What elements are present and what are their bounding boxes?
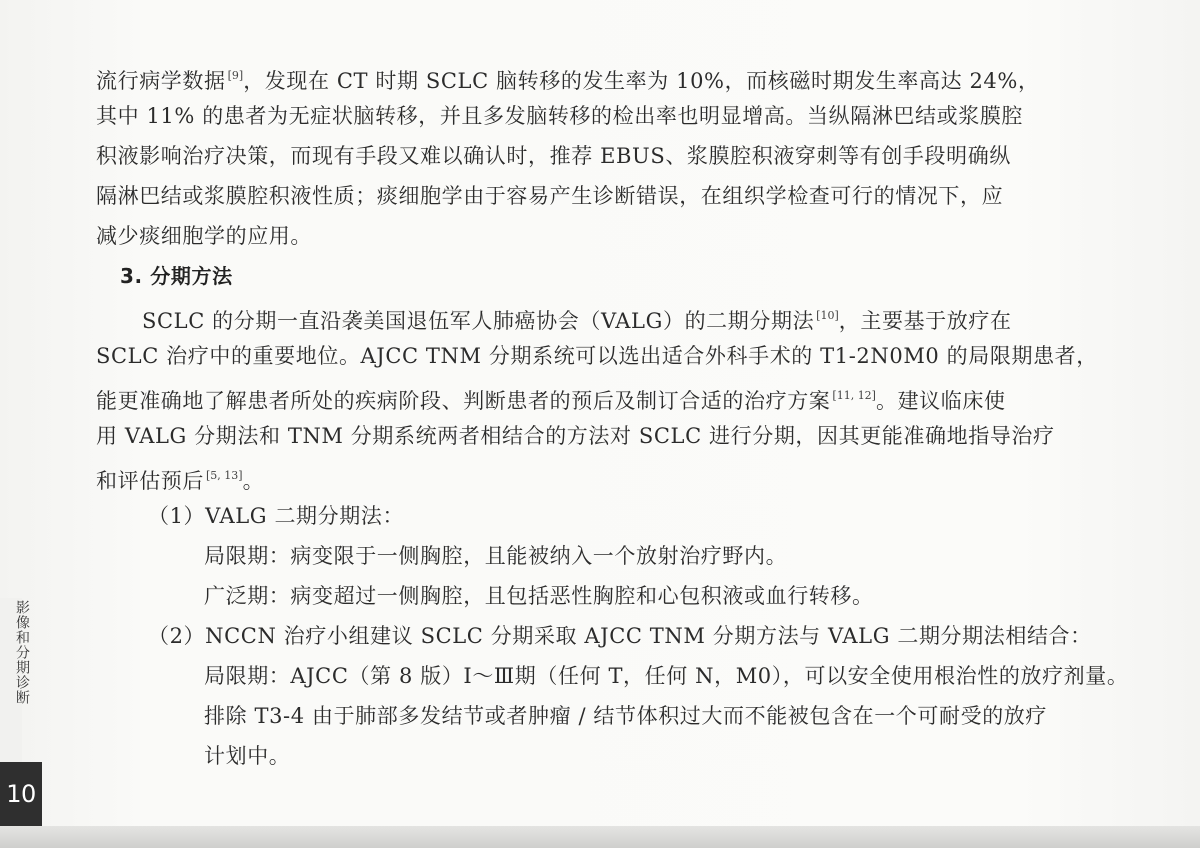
text-span: 和评估预后	[96, 469, 204, 493]
chapter-side-label: 影像和分期诊断	[14, 600, 30, 705]
text-line	[96, 296, 1136, 336]
text-line: 用 VALG 分期法和 TNM 分期系统两者相结合的方法对 SCLC 进行分期，因其更能准确地指导治疗	[96, 424, 1055, 448]
list-item-title: （1）VALG 二期分期法：	[148, 504, 405, 528]
text-line: 减少痰细胞学的应用。	[96, 224, 312, 248]
citation-ref: [5, 13]	[206, 469, 243, 482]
text-span: ，发现在 CT 时期 SCLC 脑转移的发生率为 10%，而核磁时期发生率高达 24%，	[243, 69, 1040, 93]
text-line: 积液影响治疗决策，而现有手段又难以确认时，推荐 EBUS、浆膜腔积液穿刺等有创手段明确纵	[96, 144, 1011, 168]
citation-ref: [11, 12]	[832, 389, 876, 402]
text-span: 。建议临床使	[875, 389, 1006, 413]
text-line: 隔淋巴结或浆膜腔积液性质；痰细胞学由于容易产生诊断错误，在组织学检查可行的情况下，应	[96, 184, 1004, 208]
text-span: SCLC 的分期一直沿袭美国退伍军人肺癌协会（VALG）的二期分期法	[142, 309, 815, 333]
page-number: 10	[6, 780, 36, 808]
body-text	[96, 56, 1136, 776]
text-span: 。	[242, 469, 265, 493]
text-span: 流行病学数据	[96, 69, 226, 93]
text-line	[96, 456, 1136, 496]
text-line	[96, 376, 1136, 416]
list-item-title: （2）NCCN 治疗小组建议 SCLC 分期采取 AJCC TNM 分期方法与 VALG 二期分期法相结合：	[148, 624, 1092, 648]
citation-ref: [10]	[816, 309, 839, 322]
text-line: 其中 11% 的患者为无症状脑转移，并且多发脑转移的检出率也明显增高。当纵隔淋巴结或浆膜腔	[96, 104, 1024, 128]
text-span: ，主要基于放疗在	[838, 309, 1012, 333]
text-line	[96, 56, 1136, 96]
section-heading: 3. 分期方法	[120, 264, 233, 288]
page-number-badge	[0, 762, 42, 826]
list-item-detail: 广泛期：病变超过一侧胸腔，且包括恶性胸腔和心包积液或血行转移。	[204, 584, 874, 608]
text-line: SCLC 治疗中的重要地位。AJCC TNM 分期系统可以选出适合外科手术的 T1-2N0M0 的局限期患者，	[96, 344, 1098, 368]
list-item-detail: 局限期：病变限于一侧胸腔，且能被纳入一个放射治疗野内。	[204, 544, 788, 568]
list-item-detail: 计划中。	[204, 744, 291, 768]
citation-ref: [9]	[227, 69, 244, 82]
list-item-detail: 排除 T3-4 由于肺部多发结节或者肿瘤 / 结节体积过大而不能被包含在一个可耐受的放疗	[204, 704, 1047, 728]
list-item-detail: 局限期：AJCC（第 8 版）Ⅰ～Ⅲ期（任何 T，任何 N，M0），可以安全使用根治性的放疗剂量。	[204, 664, 1129, 688]
text-span: 能更准确地了解患者所处的疾病阶段、判断患者的预后及制订合适的治疗方案	[96, 389, 831, 413]
page-bottom-shadow	[0, 826, 1200, 848]
